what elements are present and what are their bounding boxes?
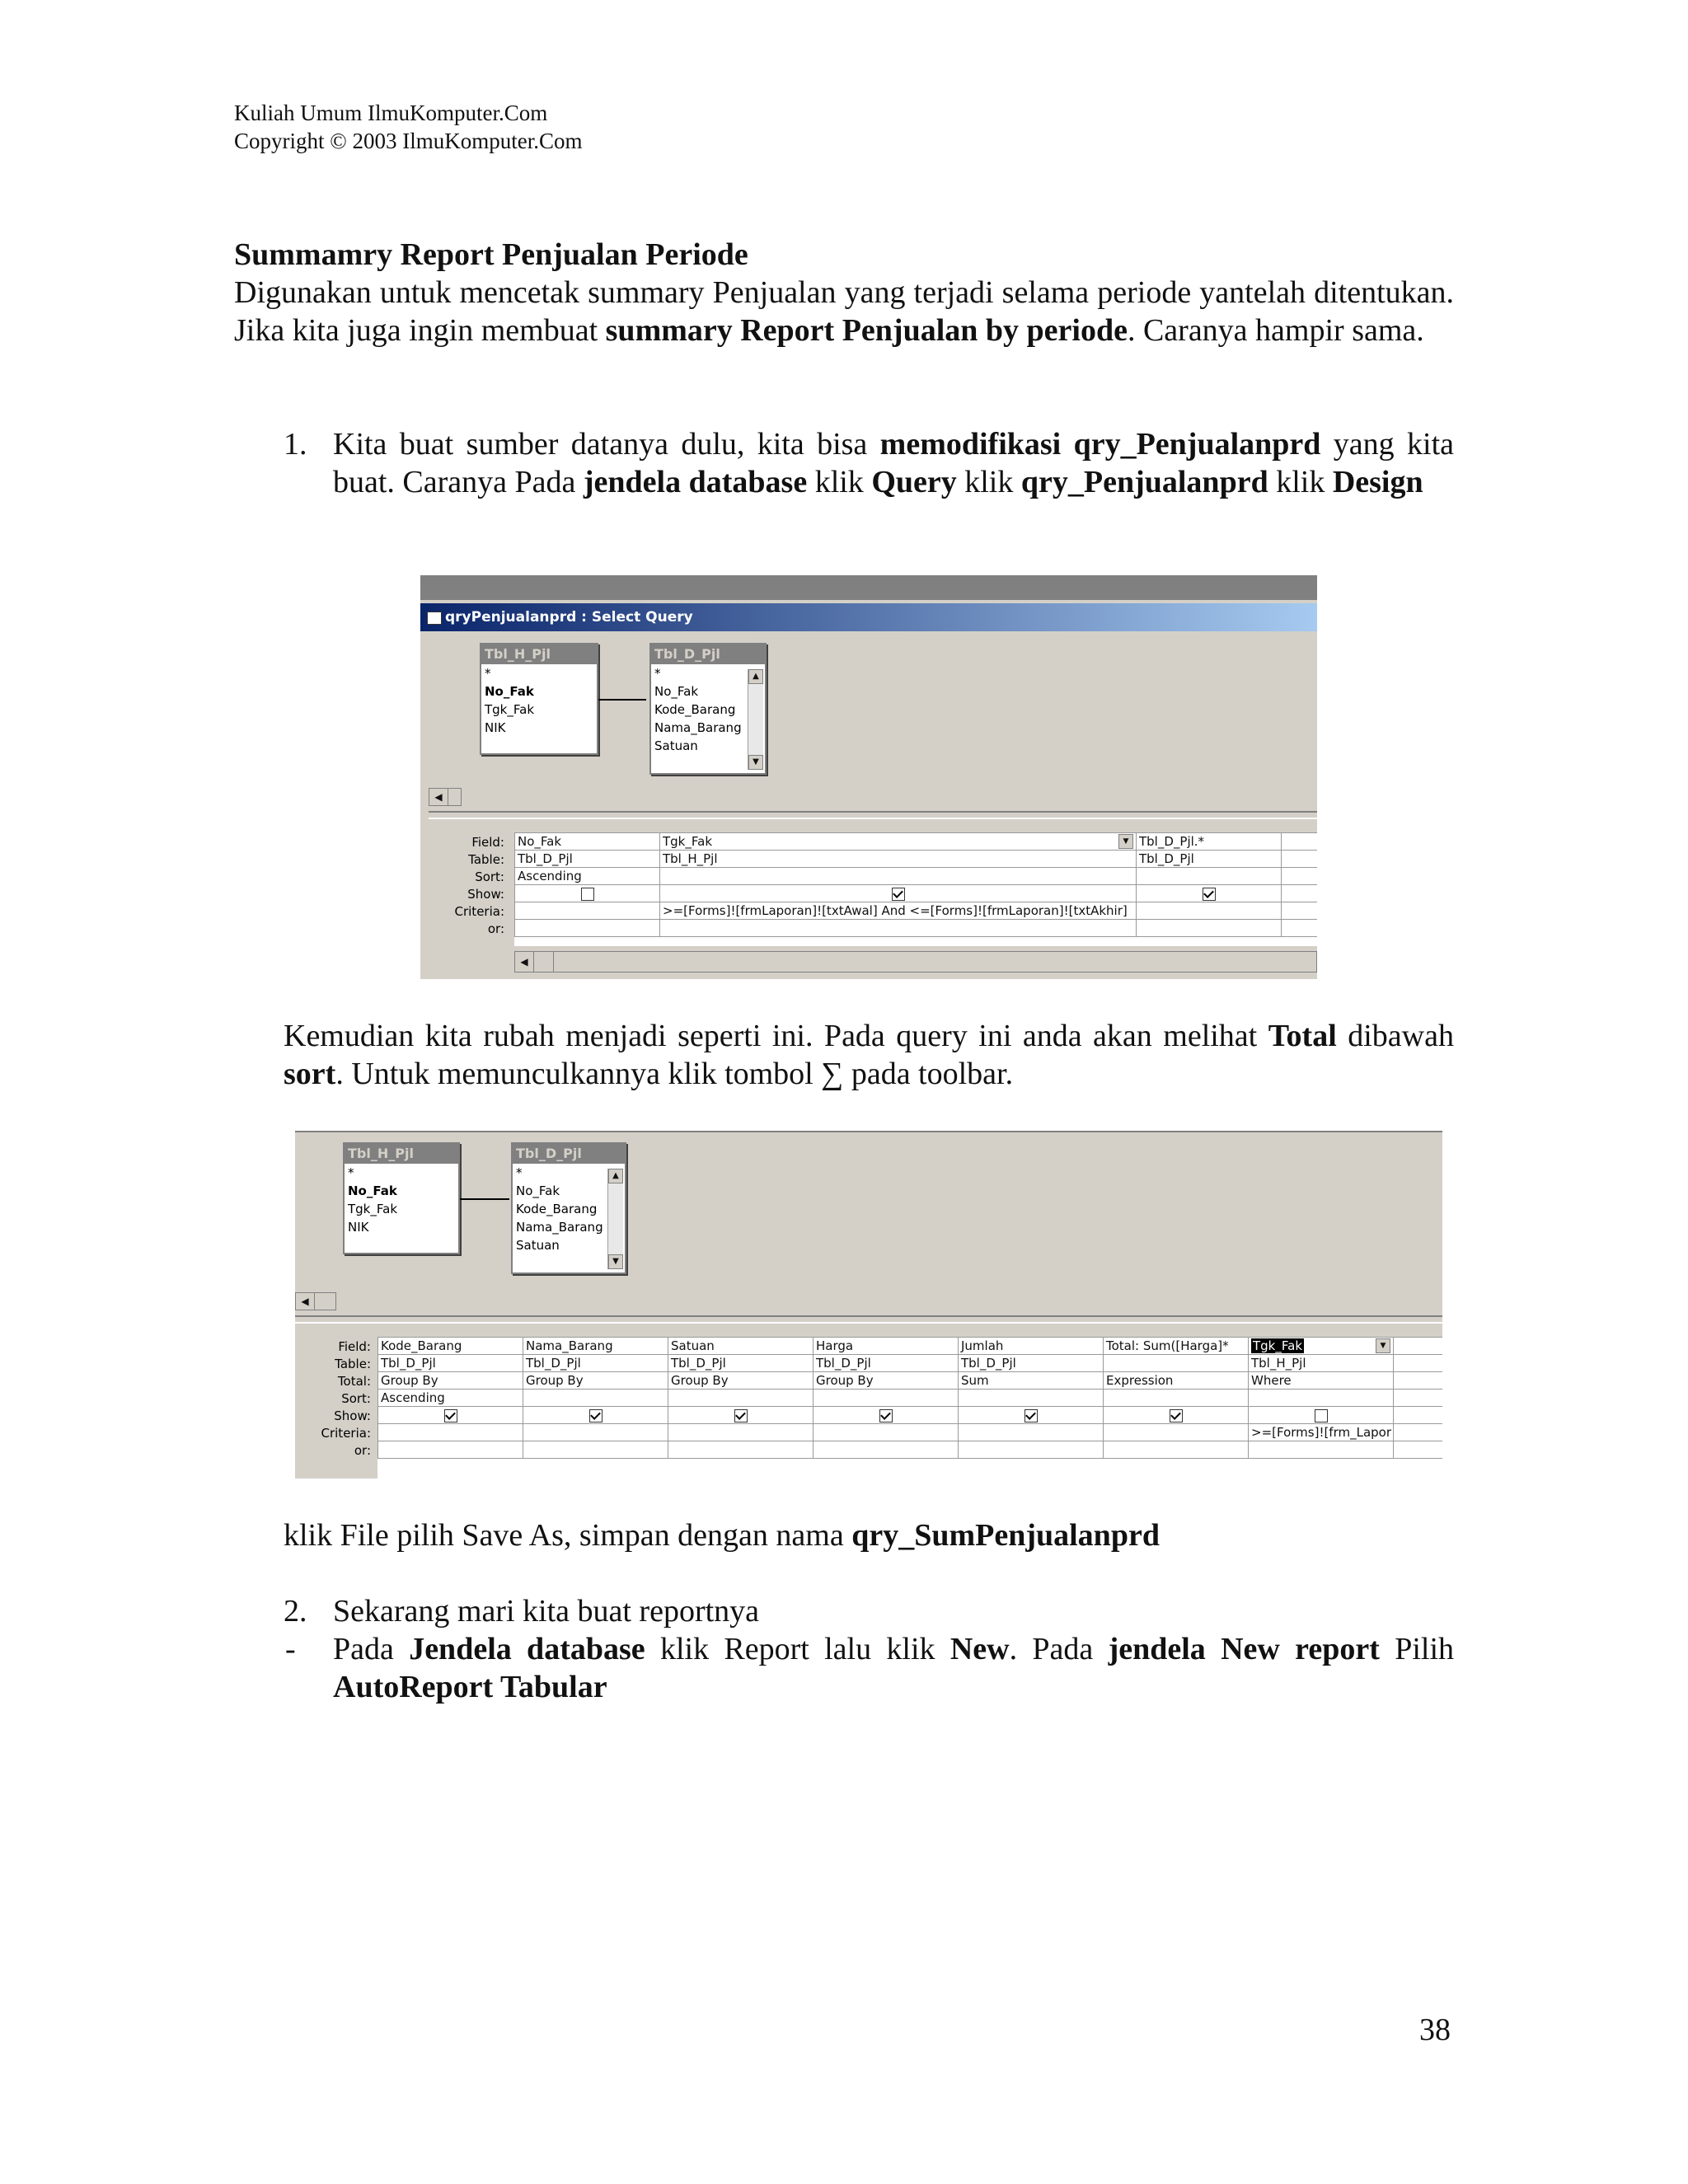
step1-t4: klik [956,465,1021,499]
grid-cell[interactable] [959,1407,1104,1424]
field-item[interactable]: Satuan [516,1238,560,1253]
field-list-scrollbar[interactable] [748,669,763,770]
grid-cell[interactable]: Group By [378,1372,523,1390]
field-list-tbl-h-pjl[interactable] [343,1142,460,1254]
grid-cell[interactable] [1137,868,1282,885]
grid-cell[interactable] [1137,920,1282,937]
grid-cell[interactable] [660,885,1137,902]
dash-b1: Jendela database [409,1632,645,1666]
step1-b1: memodifikasi qry_Penjualanprd [879,427,1321,462]
step-2-number: 2. [284,1594,307,1629]
grid-cell[interactable] [515,920,660,937]
grid-cell[interactable] [1394,1407,1443,1424]
scroll-down-icon[interactable]: ▼ [608,1254,623,1269]
grid-cell[interactable]: Tbl_D_Pjl [378,1355,523,1372]
field-list-tbl-h-pjl[interactable] [480,643,598,755]
p2-b1: Total [1268,1019,1337,1053]
grid-cell[interactable] [668,1390,814,1407]
dash-marker: - [285,1632,296,1666]
grid-cell[interactable]: Nama_Barang [523,1338,668,1355]
field-item[interactable]: Kode_Barang [654,702,736,717]
grid-cell[interactable] [1394,1441,1443,1459]
grid-cell[interactable]: Where [1249,1372,1394,1390]
grid-cell[interactable] [1282,885,1318,902]
design-grid[interactable] [514,832,1317,946]
grid-cell[interactable]: Group By [523,1372,668,1390]
grid-cell[interactable] [523,1441,668,1459]
dash-b2: New [950,1632,1010,1666]
grid-cell[interactable] [523,1390,668,1407]
grid-cell[interactable]: >=[Forms]![frm_Lapor [1249,1424,1394,1441]
scroll-left-icon[interactable]: ◀ [429,789,448,805]
show-checkbox[interactable] [1203,888,1216,901]
grid-row [378,1424,1443,1441]
pane-splitter[interactable] [429,811,1317,819]
row-label-or: or: [354,1443,371,1458]
grid-cell[interactable]: Tbl_D_Pjl [668,1355,814,1372]
grid-cell[interactable] [959,1390,1104,1407]
show-checkbox[interactable] [1025,1409,1038,1422]
grid-cell[interactable]: Tbl_D_Pjl [523,1355,668,1372]
dash-t1: Pada [333,1632,410,1666]
grid-cell-text: Tgk_Fak [1253,1338,1302,1353]
grid-row-labels [429,834,504,938]
grid-cell[interactable] [1394,1338,1443,1355]
step1-t1: Kita buat sumber datanya dulu, kita bisa [333,427,880,462]
grid-cell[interactable] [668,1407,814,1424]
scroll-up-icon[interactable]: ▲ [608,1169,623,1183]
intro-bold-1: summary Report Penjualan by periode [605,313,1128,348]
field-list-title[interactable]: Tbl_D_Pjl [651,644,765,664]
query-window-icon [427,612,442,625]
upper-pane-hscroll[interactable] [429,788,462,806]
p2-t3: . Untuk memunculkannya klik tombol ∑ pada toolbar. [335,1057,1014,1091]
top-gray-band [420,575,1317,600]
grid-cell[interactable] [660,833,1137,851]
field-item[interactable]: Nama_Barang [654,720,742,735]
row-label-field: Field: [471,835,504,850]
grid-cell[interactable] [814,1441,959,1459]
show-checkbox[interactable] [879,1409,893,1422]
row-label-criteria: Criteria: [321,1426,371,1441]
step1-b3: Query [871,465,957,499]
select-query-screenshot [420,575,1317,979]
grid-cell[interactable]: No_Fak [515,833,660,851]
p2-t2: dibawah [1336,1019,1454,1053]
grid-cell[interactable] [1394,1424,1443,1441]
grid-cell-text: Tgk_Fak [663,834,712,849]
show-checkbox[interactable] [1170,1409,1183,1422]
field-item[interactable]: * [654,666,661,681]
grid-cell[interactable]: Ascending [515,868,660,885]
show-checkbox[interactable] [444,1409,457,1422]
grid-cell[interactable]: Expression [1104,1372,1249,1390]
field-item[interactable]: Nama_Barang [516,1220,603,1235]
dash-t2: klik Report lalu klik [645,1632,950,1666]
row-label-table: Table: [335,1357,371,1371]
field-list-tbl-d-pjl[interactable] [511,1142,626,1274]
grid-cell[interactable]: Kode_Barang [378,1338,523,1355]
grid-cell[interactable] [1282,920,1318,937]
grid-row [378,1355,1443,1372]
grid-cell[interactable] [1249,1390,1394,1407]
grid-cell[interactable] [1249,1407,1394,1424]
join-line [460,1198,509,1200]
grid-cell[interactable] [959,1424,1104,1441]
field-item[interactable]: * [348,1165,354,1180]
grid-row [378,1338,1443,1355]
dash-b3: jendela New report [1108,1632,1380,1666]
row-label-criteria: Criteria: [454,904,504,919]
grid-cell[interactable]: Tbl_H_Pjl [660,851,1137,868]
grid-cell[interactable] [1137,885,1282,902]
lower-pane-hscroll[interactable] [514,951,1317,972]
total-paragraph [284,1017,1454,1093]
grid-cell[interactable]: Tbl_H_Pjl [1249,1355,1394,1372]
design-grid[interactable] [377,1337,1442,1479]
grid-cell[interactable] [814,1390,959,1407]
grid-cell[interactable]: Total: Sum([Harga]* [1104,1338,1249,1355]
field-item[interactable]: No_Fak [348,1183,397,1198]
field-item[interactable]: No_Fak [516,1183,560,1198]
grid-cell[interactable] [1249,1338,1394,1355]
grid-cell[interactable]: Harga [814,1338,959,1355]
grid-cell[interactable] [1104,1441,1249,1459]
header-line-2: Copyright © 2003 IlmuKomputer.Com [234,129,583,153]
section-title: Summamry Report Penjualan Periode [234,237,748,272]
grid-row [378,1441,1443,1459]
grid-cell[interactable]: Tbl_D_Pjl [515,851,660,868]
grid-cell[interactable] [814,1407,959,1424]
field-item[interactable]: Tgk_Fak [485,702,534,717]
grid-cell[interactable] [523,1407,668,1424]
grid-cell[interactable] [1249,1441,1394,1459]
step-1-number: 1. [284,427,307,462]
grid-cell[interactable] [660,920,1137,937]
show-checkbox[interactable] [1315,1409,1328,1422]
upper-pane-hscroll[interactable] [295,1292,336,1310]
step1-t2: yang kita buat. Caranya Pada [333,427,1454,499]
grid-cell[interactable] [1104,1407,1249,1424]
grid-cell[interactable]: Ascending [378,1390,523,1407]
grid-cell[interactable] [660,868,1137,885]
grid-cell[interactable]: Sum [959,1372,1104,1390]
scroll-up-icon[interactable]: ▲ [748,669,763,684]
field-item[interactable]: NIK [485,720,506,735]
saveas-b1: qry_SumPenjualanprd [851,1518,1160,1553]
field-list-tbl-d-pjl[interactable] [649,643,767,775]
page-number: 38 [1419,2013,1451,2047]
scroll-left-icon[interactable]: ◀ [515,952,534,972]
grid-cell[interactable] [1282,851,1318,868]
grid-row [378,1407,1443,1424]
grid-cell[interactable]: >=[Forms]![frmLaporan]![txtAwal] And <=[Forms]![frmLaporan]![txtAkhir] [660,902,1137,920]
grid-cell[interactable]: Tbl_D_Pjl.* [1137,833,1282,851]
grid-cell[interactable]: Group By [814,1372,959,1390]
chevron-down-icon[interactable]: ▼ [1118,834,1133,849]
dash-t4: Pilih [1379,1632,1455,1666]
step1-b2: jendela database [583,465,808,499]
row-label-table: Table: [468,852,504,867]
grid-cell[interactable] [1104,1390,1249,1407]
field-list-title[interactable]: Tbl_D_Pjl [513,1144,625,1164]
grid-row [378,1390,1443,1407]
field-list-title[interactable]: Tbl_H_Pjl [345,1144,458,1164]
field-item[interactable]: No_Fak [654,684,699,699]
intro-text-2: . Caranya hampir sama. [1127,313,1424,348]
dash-b4: AutoReport Tabular [333,1670,607,1704]
totals-query-screenshot [295,1131,1442,1479]
grid-cell[interactable] [1282,902,1318,920]
saveas-t1: klik File pilih Save As, simpan dengan nama [284,1518,852,1553]
p2-t1: Kemudian kita rubah menjadi seperti ini. Pada query ini anda akan melihat [284,1019,1268,1053]
header-line-1: Kuliah Umum IlmuKomputer.Com [234,101,548,125]
p2-b2: sort [284,1057,336,1091]
grid-cell[interactable]: Group By [668,1372,814,1390]
field-item[interactable]: NIK [348,1220,369,1235]
field-item[interactable]: No_Fak [485,684,534,699]
field-list-title[interactable]: Tbl_H_Pjl [481,644,597,664]
grid-row-labels [295,1338,371,1460]
grid-cell[interactable] [1282,868,1318,885]
grid-cell[interactable] [515,902,660,920]
grid-cell[interactable] [668,1441,814,1459]
show-checkbox[interactable] [892,888,905,901]
row-label-field: Field: [338,1339,371,1354]
pane-splitter[interactable] [295,1315,1442,1324]
dash-paragraph [333,1630,1454,1706]
step1-t5: klik [1268,465,1333,499]
row-label-total: Total: [337,1374,371,1389]
grid-cell[interactable] [814,1424,959,1441]
field-list-scrollbar[interactable] [607,1169,623,1269]
grid-cell[interactable] [378,1407,523,1424]
query-window-title: qryPenjualanprd : Select Query [445,609,693,626]
row-label-sort: Sort: [341,1391,371,1406]
field-item[interactable]: Kode_Barang [516,1202,598,1216]
step1-b5: Design [1332,465,1423,499]
grid-cell[interactable] [515,885,660,902]
grid-cell[interactable]: Tbl_D_Pjl [1137,851,1282,868]
grid-cell[interactable] [1394,1355,1443,1372]
step1-b4: qry_Penjualanprd [1020,465,1268,499]
join-line [598,699,646,701]
grid-cell[interactable]: Jumlah [959,1338,1104,1355]
grid-cell[interactable] [668,1424,814,1441]
step-1-paragraph [333,425,1454,501]
scroll-left-icon[interactable]: ◀ [296,1293,315,1310]
grid-cell[interactable] [1394,1390,1443,1407]
grid-cell[interactable] [1137,902,1282,920]
grid-cell[interactable]: Tbl_D_Pjl [814,1355,959,1372]
show-checkbox[interactable] [589,1409,603,1422]
grid-cell[interactable]: Tbl_D_Pjl [959,1355,1104,1372]
grid-cell[interactable] [378,1424,523,1441]
intro-text-1: Digunakan untuk mencetak summary Penjualan yang terjadi selama periode yantelah ditentukan. Jika kita juga ingin membuat [234,275,1454,348]
chevron-down-icon[interactable]: ▼ [1376,1338,1390,1353]
field-item[interactable]: Satuan [654,738,698,753]
grid-cell[interactable] [1394,1372,1443,1390]
grid-cell[interactable] [1104,1424,1249,1441]
field-item[interactable]: * [485,666,491,681]
field-item[interactable]: * [516,1165,523,1180]
row-label-sort: Sort: [475,869,504,884]
dash-t3: . Pada [1009,1632,1109,1666]
grid-cell[interactable] [1104,1355,1249,1372]
query-window-titlebar[interactable] [420,603,1317,631]
grid-row [378,1372,1443,1390]
grid-cell[interactable] [959,1441,1104,1459]
grid-cell[interactable] [523,1424,668,1441]
row-label-show: Show: [467,887,504,902]
scroll-thumb[interactable] [535,952,554,972]
grid-cell[interactable]: Satuan [668,1338,814,1355]
show-checkbox[interactable] [734,1409,748,1422]
scroll-down-icon[interactable]: ▼ [748,755,763,770]
row-label-or: or: [487,921,504,936]
field-item[interactable]: Tgk_Fak [348,1202,397,1216]
intro-paragraph [234,274,1454,349]
step-2-text: Sekarang mari kita buat reportnya [333,1594,760,1629]
grid-cell[interactable] [1282,833,1318,851]
save-as-paragraph [284,1516,1454,1554]
grid-cell[interactable] [378,1441,523,1459]
show-checkbox[interactable] [581,888,594,901]
step1-t3: klik [807,465,872,499]
row-label-show: Show: [334,1408,371,1423]
